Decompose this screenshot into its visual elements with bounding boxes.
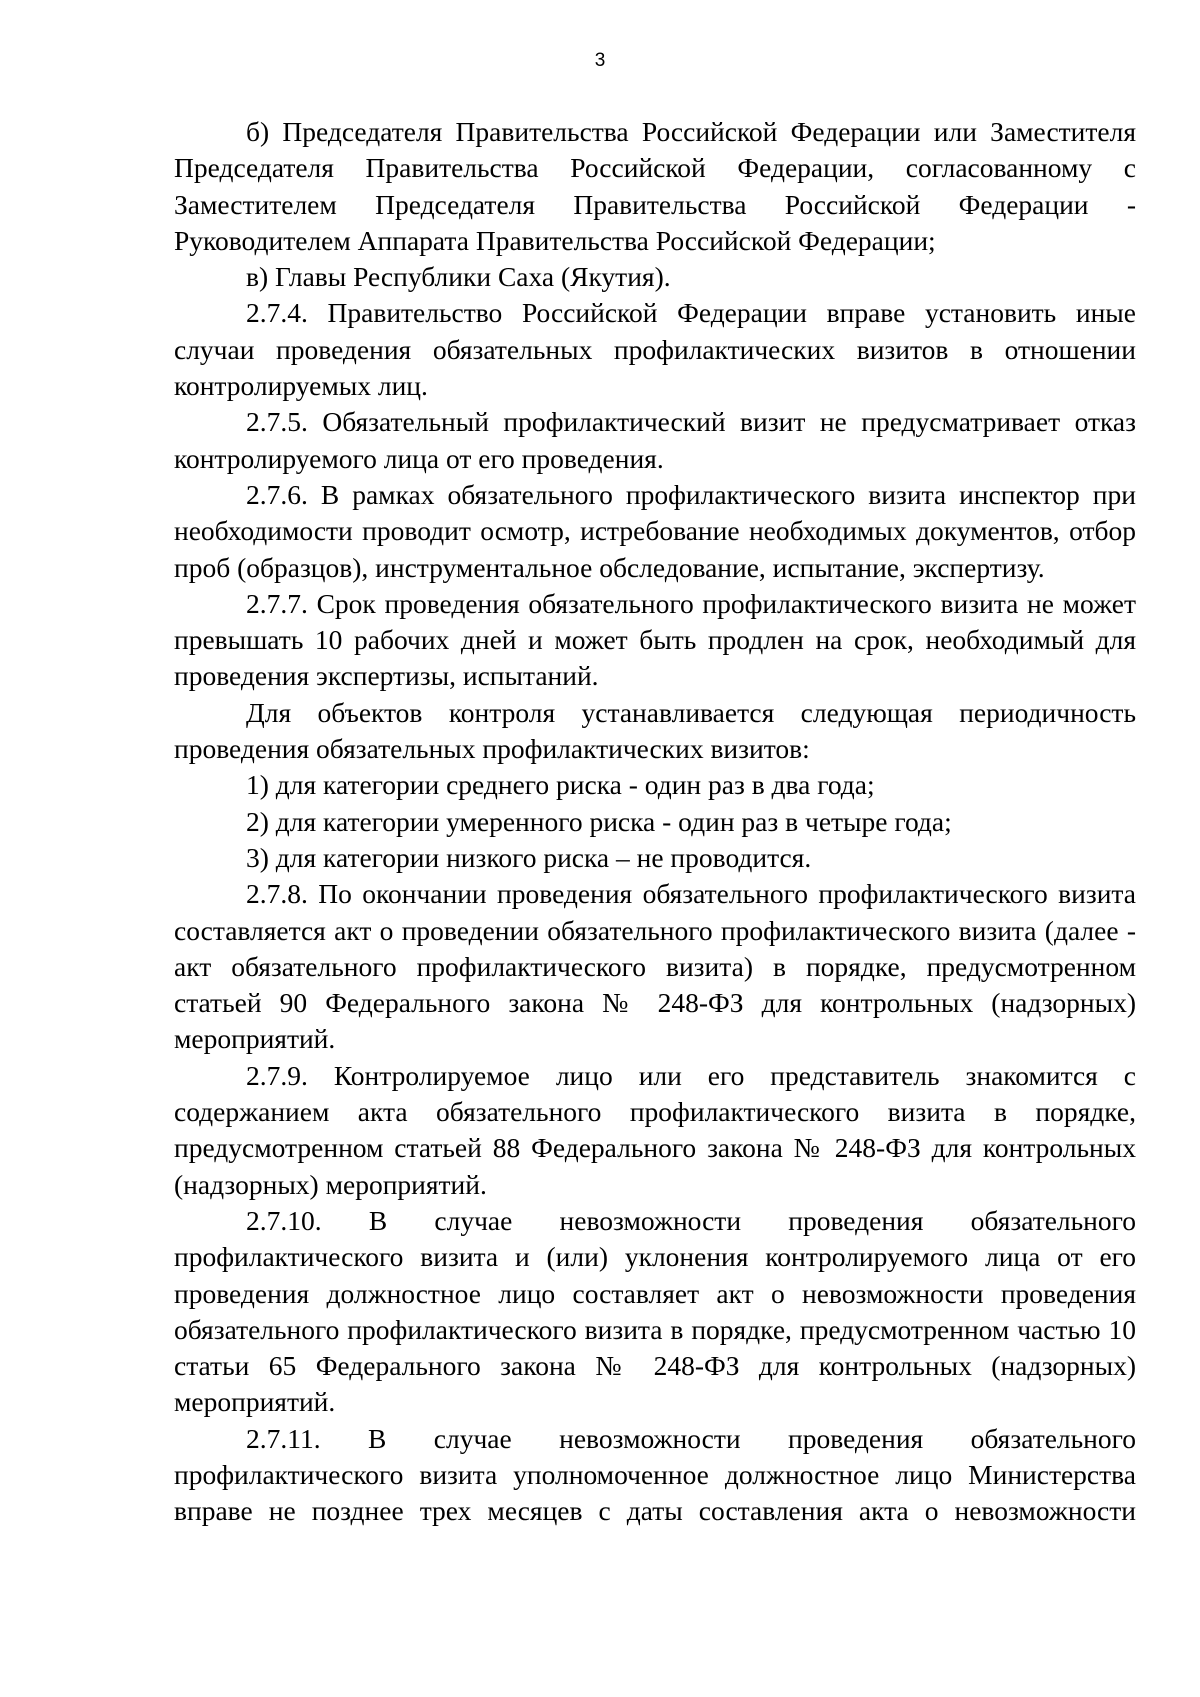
paragraph-2-7-10: 2.7.10. В случае невозможности проведения обязательного профилактического визита и (или) уклонения контролируемого лица от его проведения должностное лицо составляет акт о невозможности проведения обязательного профилактического визита в порядке, предусмотренном частью 10 статьи 65 Федерального закона № 248-ФЗ для контрольных (надзорных) мероприятий.: [174, 1204, 1136, 1418]
paragraph-2-7-5: 2.7.5. Обязательный профилактический визит не предусматривает отказ контролируемого лица от его проведения.: [174, 406, 1136, 474]
paragraph-b-chairman: б) Председателя Правительства Российской Федерации или Заместителя Председателя Правительства Российской Федерации, согласованному с Заместителем Председателя Правительства Российской Федерации - Руководителем Аппарата Правительства Российской Федерации;: [174, 116, 1136, 256]
paragraph-2-7-11: 2.7.11. В случае невозможности проведения обязательного профилактического визита уполномоченное должностное лицо Министерства вправе не позднее трех месяцев с даты составления акта о невозможности: [174, 1422, 1136, 1527]
paragraph-periodicity-intro: Для объектов контроля устанавливается следующая периодичность проведения обязательных профилактических визитов:: [174, 696, 1136, 765]
page-number: 3: [594, 50, 606, 71]
document-body: [174, 114, 1136, 1530]
paragraph-v-head-of-republic: в) Главы Республики Саха (Якутия).: [246, 261, 671, 293]
paragraph-2-7-8: 2.7.8. По окончании проведения обязательного профилактического визита составляется акт о проведении обязательного профилактического визита (далее - акт обязательного профилактического визита) в порядке, предусмотренном статьей 90 Федерального закона № 248-ФЗ для контрольных (надзорных) мероприятий.: [174, 878, 1136, 1055]
paragraph-2-7-4: 2.7.4. Правительство Российской Федерации вправе установить иные случаи проведения обязательных профилактических визитов в отношении контролируемых лиц.: [174, 297, 1136, 402]
paragraph-2-7-6: 2.7.6. В рамках обязательного профилактического визита инспектор при необходимости проводит осмотр, истребование необходимых документов, отбор проб (образцов), инструментальное обследование, испытание, экспертизу.: [174, 478, 1136, 583]
list-item-medium-risk: 1) для категории среднего риска - один раз в два года;: [246, 769, 875, 801]
list-item-moderate-risk: 2) для категории умеренного риска - один раз в четыре года;: [246, 805, 952, 837]
paragraph-2-7-7: 2.7.7. Срок проведения обязательного профилактического визита не может превышать 10 рабочих дней и может быть продлен на срок, необходимый для проведения экспертизы, испытаний.: [174, 587, 1136, 692]
paragraph-2-7-9: 2.7.9. Контролируемое лицо или его представитель знакомится с содержанием акта обязательного профилактического визита в порядке, предусмотренном статьей 88 Федерального закона № 248-ФЗ для контрольных (надзорных) мероприятий.: [174, 1059, 1136, 1200]
list-item-low-risk: 3) для категории низкого риска – не проводится.: [246, 841, 812, 873]
